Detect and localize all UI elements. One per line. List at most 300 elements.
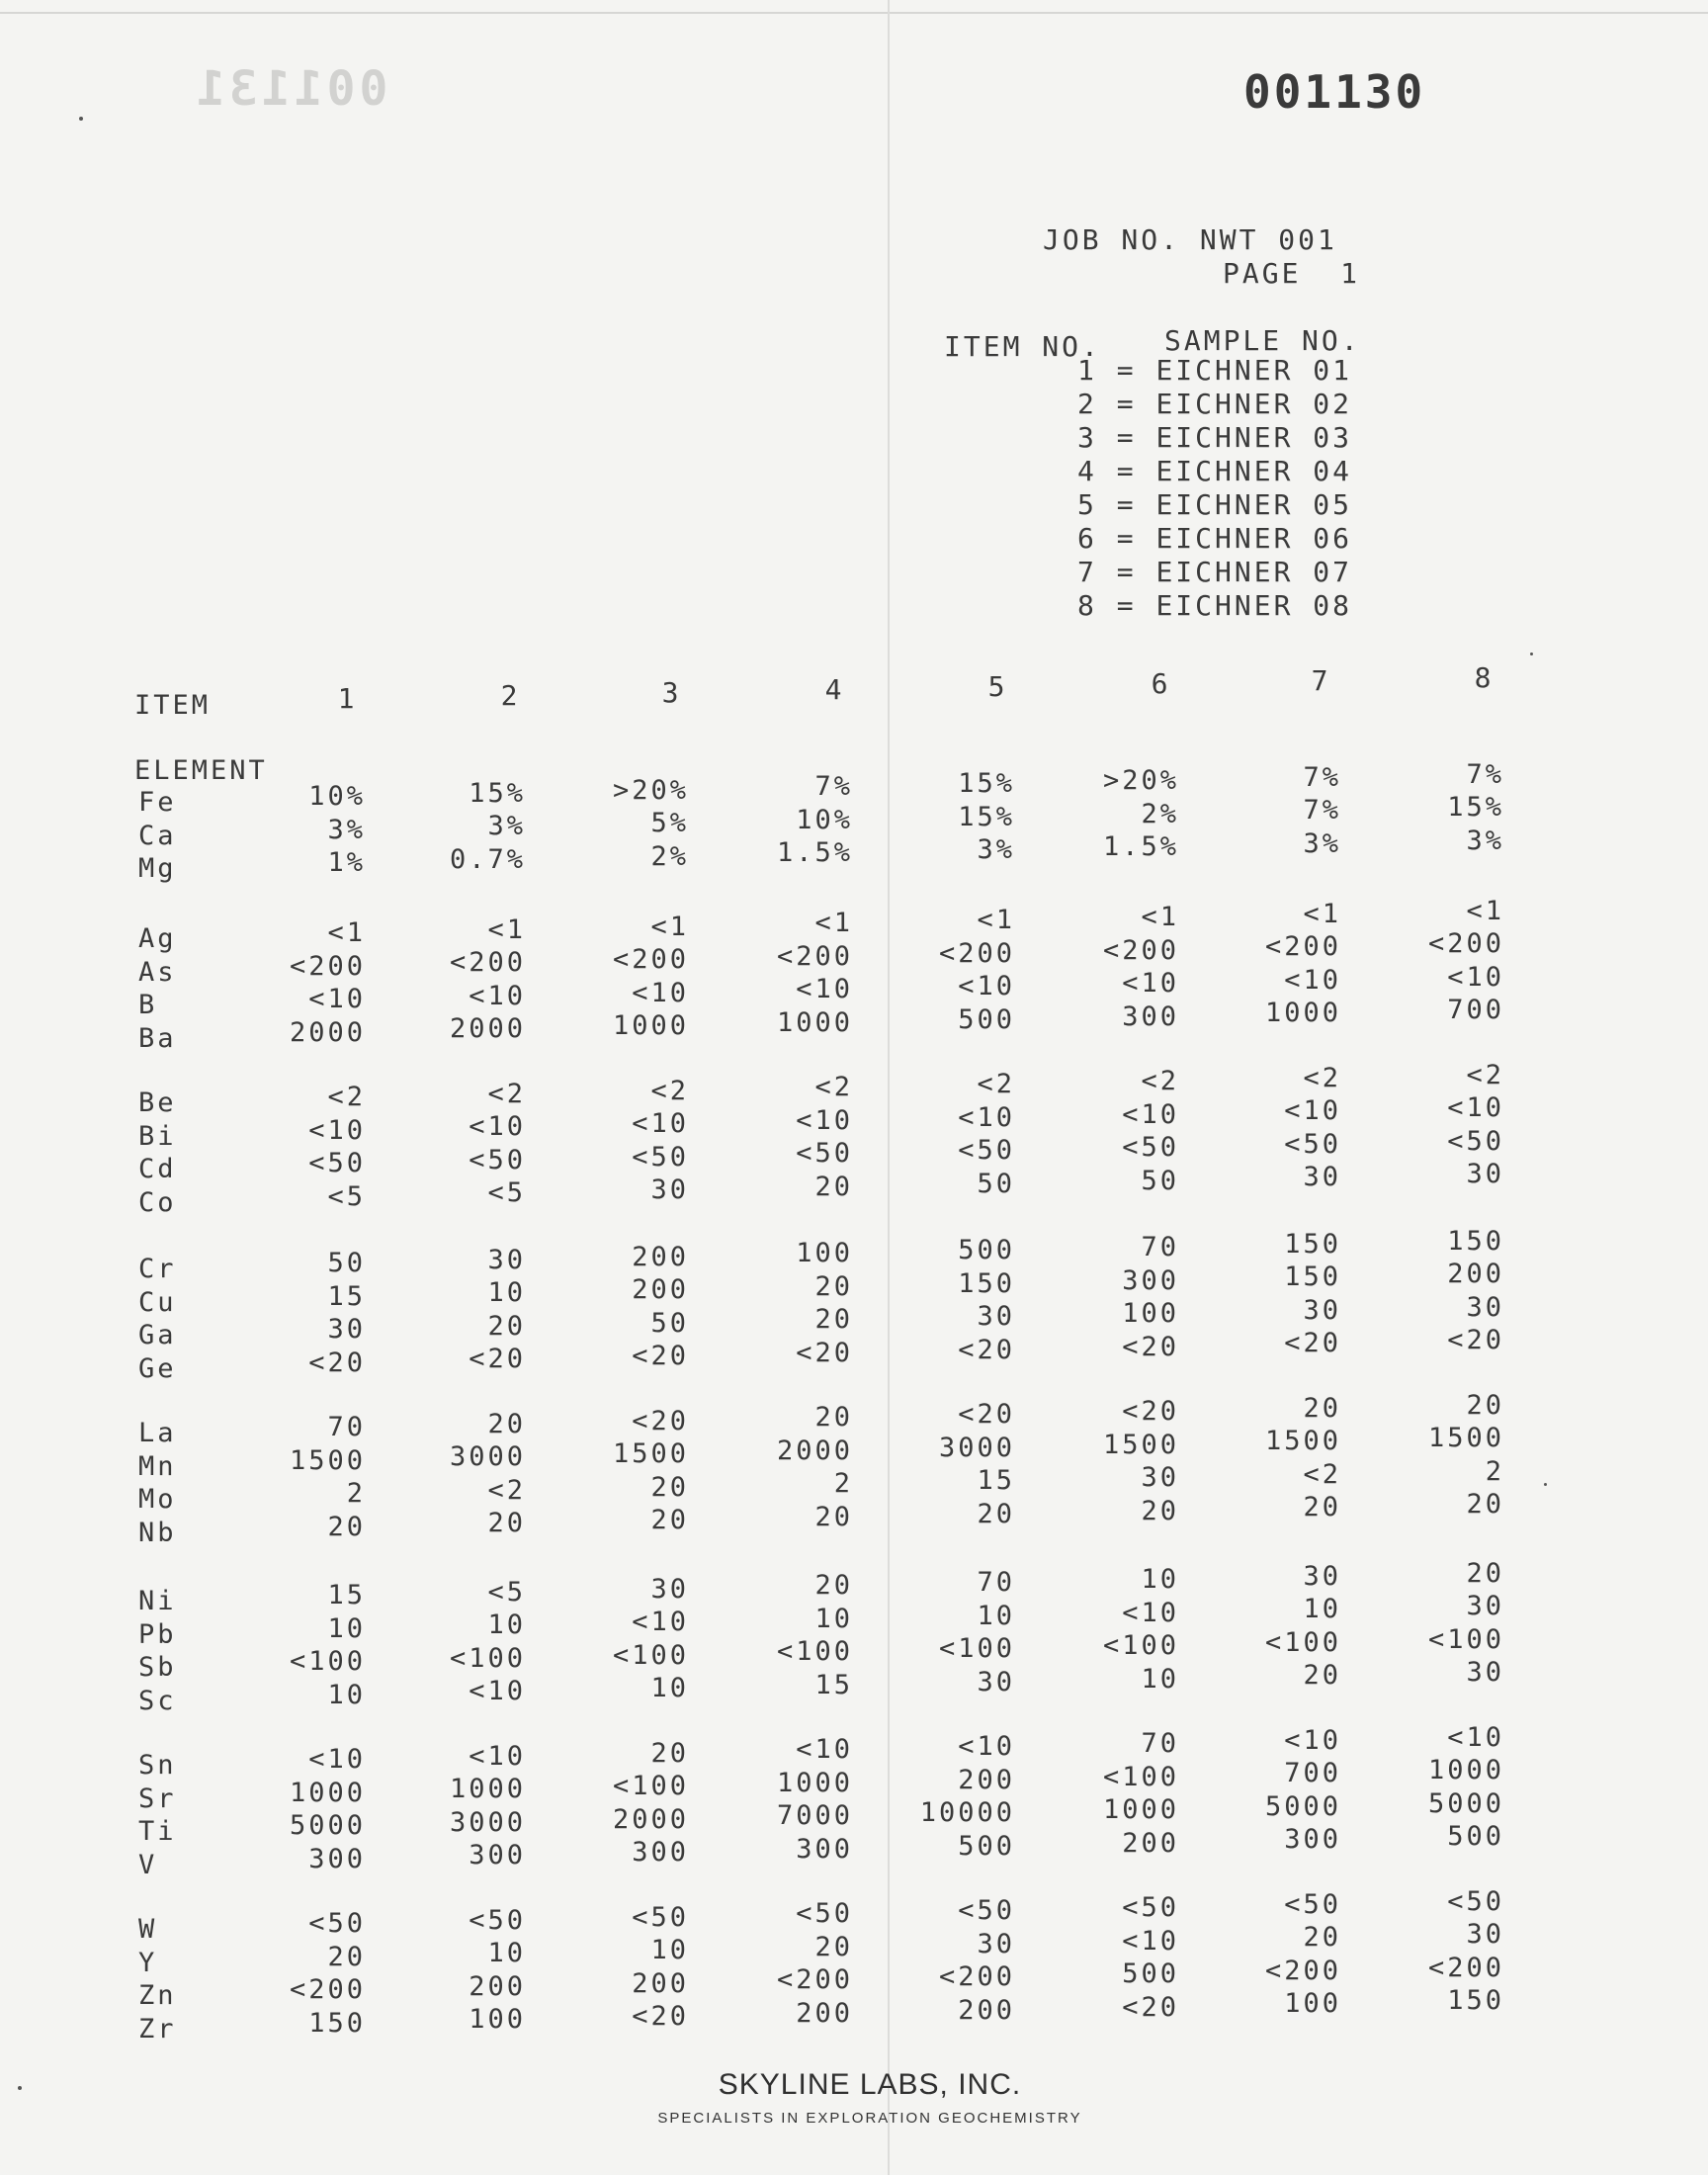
legend-row	[1077, 589, 1352, 622]
table-cell: 10	[977, 1600, 1015, 1631]
table-cell: 150	[1284, 1228, 1341, 1260]
table-cell: <10	[632, 1607, 689, 1638]
table-cell: 300	[632, 1837, 689, 1869]
table-cell: <10	[1447, 1092, 1504, 1124]
table-cell: <100	[776, 1636, 853, 1668]
table-cell: 3%	[1303, 827, 1341, 859]
table-cell: 20	[814, 1270, 853, 1302]
table-cell: <20	[958, 1399, 1015, 1431]
element-symbol: Ti	[138, 1816, 177, 1847]
table-cell: <10	[1447, 961, 1504, 993]
table-cell: 20	[327, 1511, 366, 1542]
element-symbol: Cd	[138, 1154, 177, 1184]
legend-equals: =	[1096, 354, 1156, 387]
table-cell: <10	[1122, 1925, 1179, 1957]
table-cell: 10	[814, 1603, 853, 1634]
page-number: PAGE 1	[1223, 257, 1361, 290]
table-cell: 20	[1303, 1392, 1341, 1424]
element-symbol: Bi	[138, 1120, 177, 1152]
column-header: 6	[1151, 667, 1168, 700]
table-cell: 20	[814, 1402, 853, 1434]
table-cell: <10	[796, 1104, 853, 1136]
table-cell: <20	[632, 2001, 689, 2033]
table-cell: 500	[958, 1003, 1015, 1035]
table-cell: <2	[487, 1474, 526, 1506]
element-symbol: Be	[138, 1088, 177, 1118]
legend-row	[1077, 354, 1352, 387]
table-cell: 70	[1141, 1232, 1179, 1262]
company-tagline: SPECIALISTS IN EXPLORATION GEOCHEMISTRY	[657, 2110, 1082, 2127]
table-cell: 200	[958, 1994, 1015, 2026]
table-cell: 20	[1303, 1492, 1341, 1523]
table-cell: <20	[469, 1344, 526, 1375]
table-cell: 20	[650, 1505, 689, 1536]
table-cell: 15	[814, 1669, 853, 1700]
table-cell: 30	[1466, 1591, 1504, 1622]
table-cell: 1000	[776, 1767, 853, 1798]
table-cell: <20	[1122, 1331, 1179, 1362]
table-cell: 10%	[796, 804, 853, 835]
table-cell: 3%	[487, 811, 526, 842]
table-cell: 15	[327, 1580, 366, 1610]
table-cell: <1	[487, 914, 526, 945]
table-cell: 10	[650, 1935, 689, 1966]
legend-equals: =	[1096, 522, 1156, 555]
element-symbol: B	[138, 990, 158, 1020]
legend-equals: =	[1096, 421, 1156, 454]
table-cell: 3%	[1466, 825, 1504, 856]
element-symbol: V	[138, 1849, 158, 1880]
table-cell: <50	[1447, 1885, 1504, 1917]
table-cell: 20	[814, 1171, 853, 1202]
table-cell: <50	[469, 1904, 526, 1936]
table-cell: 20	[1466, 1389, 1504, 1421]
table-cell: <100	[612, 1639, 689, 1671]
legend-item-number: 6	[1077, 522, 1097, 555]
table-cell: <10	[632, 1108, 689, 1140]
table-cell: <20	[308, 1347, 366, 1378]
table-cell: <2	[1303, 1062, 1341, 1093]
table-cell: <100	[1264, 1626, 1341, 1658]
legend-sample-name: EICHNER 03	[1155, 421, 1353, 454]
table-cell: 10	[327, 1612, 366, 1644]
table-cell: 30	[1141, 1462, 1179, 1493]
element-symbol: La	[138, 1418, 177, 1448]
table-cell: 10	[1141, 1564, 1179, 1595]
table-cell: 30	[650, 1174, 689, 1206]
table-cell: <100	[1102, 1630, 1179, 1661]
table-cell: 30	[977, 1301, 1015, 1333]
column-header: 5	[987, 670, 1005, 703]
legend-sample-name: EICHNER 01	[1155, 354, 1353, 387]
table-cell: 2	[346, 1478, 366, 1509]
table-cell: <200	[1264, 931, 1341, 963]
table-cell: 1500	[1102, 1429, 1179, 1460]
legend-sample-name: EICHNER 08	[1155, 589, 1353, 622]
legend-equals: =	[1096, 455, 1156, 487]
table-cell: <2	[1466, 1059, 1504, 1090]
table-cell: 200	[1122, 1827, 1179, 1859]
table-cell: 100	[1122, 1298, 1179, 1329]
legend-item-number: 8	[1077, 589, 1097, 622]
table-cell: 3%	[977, 834, 1015, 866]
table-cell: <50	[1122, 1892, 1179, 1923]
element-symbol: Ga	[138, 1320, 177, 1350]
table-cell: <50	[958, 1895, 1015, 1927]
table-cell: 5000	[1427, 1787, 1504, 1819]
table-cell: 50	[1141, 1165, 1179, 1196]
table-cell: <50	[469, 1144, 526, 1175]
table-cell: <50	[632, 1901, 689, 1933]
table-cell: <10	[1122, 1597, 1179, 1628]
table-cell: 1000	[289, 1777, 366, 1808]
table-cell: 3000	[449, 1441, 526, 1473]
element-label: ELEMENT	[134, 755, 268, 786]
legend-item-number: 2	[1077, 388, 1097, 420]
table-cell: 20	[1141, 1495, 1179, 1526]
table-cell: <10	[1284, 964, 1341, 996]
table-cell: 15	[327, 1280, 366, 1312]
table-cell: 30	[1303, 1560, 1341, 1592]
table-cell: 50	[977, 1168, 1015, 1199]
table-cell: 500	[958, 1235, 1015, 1266]
table-cell: 1000	[449, 1774, 526, 1805]
legend-sample-name: EICHNER 07	[1155, 556, 1353, 588]
table-cell: 30	[1466, 1919, 1504, 1951]
table-cell: 30	[977, 1666, 1015, 1697]
table-cell: 5000	[1264, 1790, 1341, 1822]
table-cell: <10	[1447, 1721, 1504, 1753]
table-cell: <20	[1447, 1325, 1504, 1356]
paper-speck	[18, 2086, 22, 2090]
table-cell: 2000	[612, 1803, 689, 1835]
table-cell: <1	[327, 917, 366, 948]
table-cell: 30	[650, 1573, 689, 1605]
table-cell: <100	[938, 1633, 1015, 1665]
table-cell: 150	[1447, 1225, 1504, 1257]
table-cell: <200	[1264, 1955, 1341, 1986]
table-cell: <10	[469, 1111, 526, 1143]
table-cell: 500	[958, 1830, 1015, 1862]
table-cell: 30	[1303, 1162, 1341, 1193]
table-cell: <200	[289, 950, 366, 982]
table-cell: 10	[487, 1277, 526, 1309]
table-cell: 70	[327, 1412, 366, 1442]
table-cell: <100	[289, 1646, 366, 1677]
table-cell: <20	[632, 1405, 689, 1436]
table-cell: 10	[650, 1673, 689, 1704]
legend-row	[1077, 388, 1352, 420]
table-cell: 7000	[776, 1800, 853, 1832]
table-cell: 200	[958, 1764, 1015, 1795]
table-cell: 1.5%	[776, 837, 853, 869]
table-cell: 10	[487, 1938, 526, 1969]
legend-item-number: 7	[1077, 556, 1097, 588]
table-cell: 30	[1466, 1657, 1504, 1689]
table-cell: 2%	[1141, 798, 1179, 829]
table-cell: 20	[814, 1570, 853, 1602]
table-cell: <50	[1284, 1888, 1341, 1920]
table-cell: <200	[938, 1961, 1015, 1993]
table-cell: 7%	[814, 771, 853, 803]
element-symbol: Cr	[138, 1254, 177, 1284]
table-cell: >20%	[612, 774, 689, 806]
table-cell: 500	[1447, 1821, 1504, 1853]
legend-item-number: 4	[1077, 455, 1097, 487]
table-cell: <10	[796, 1734, 853, 1766]
company-name: SKYLINE LABS, INC.	[718, 2068, 1022, 2101]
column-header: 3	[661, 676, 679, 709]
table-cell: 300	[1122, 1264, 1179, 1296]
bleed-through-number: 001131	[193, 61, 388, 117]
column-header: 7	[1311, 664, 1328, 697]
table-cell: <1	[1303, 898, 1341, 929]
table-cell: 30	[1466, 1159, 1504, 1190]
paper-speck	[79, 117, 83, 121]
table-cell: 15%	[469, 777, 526, 809]
table-cell: 100	[469, 2004, 526, 2036]
legend-item-number: 3	[1077, 421, 1097, 454]
table-cell: 1.5%	[1102, 831, 1179, 862]
element-symbol: Cu	[138, 1286, 177, 1318]
element-symbol: Zn	[138, 1980, 177, 2011]
table-cell: 1000	[776, 1006, 853, 1038]
element-symbol: Sn	[138, 1750, 177, 1781]
element-symbol: As	[138, 956, 177, 988]
table-cell: <200	[449, 947, 526, 979]
table-cell: 1000	[1102, 1794, 1179, 1825]
table-cell: <10	[632, 977, 689, 1008]
element-symbol: Fe	[138, 787, 177, 818]
table-cell: <2	[487, 1078, 526, 1109]
table-cell: <10	[469, 1676, 526, 1707]
legend-equals: =	[1096, 488, 1156, 521]
table-cell: <5	[487, 1177, 526, 1209]
element-symbol: Ni	[138, 1586, 177, 1616]
table-cell: 200	[632, 1241, 689, 1272]
document-number: 001130	[1243, 65, 1426, 119]
legend-sample-header: SAMPLE NO.	[1164, 324, 1361, 357]
table-cell: <200	[1427, 1952, 1504, 1983]
table-cell: <50	[958, 1135, 1015, 1167]
table-cell: <2	[977, 1069, 1015, 1100]
table-cell: 2000	[289, 1016, 366, 1048]
legend-equals: =	[1096, 388, 1156, 420]
table-cell: 150	[1447, 1985, 1504, 2017]
element-symbol: Sr	[138, 1783, 177, 1814]
element-symbol: W	[138, 1914, 158, 1945]
table-cell: <10	[796, 974, 853, 1005]
table-cell: <200	[938, 937, 1015, 969]
table-cell: <20	[1284, 1328, 1341, 1359]
table-cell: 200	[796, 1997, 853, 2029]
table-cell: 30	[1303, 1294, 1341, 1326]
table-cell: 20	[814, 1304, 853, 1336]
table-cell: 20	[1466, 1557, 1504, 1589]
table-cell: <50	[796, 1898, 853, 1930]
table-cell: 150	[308, 2007, 366, 2039]
column-header: 2	[500, 679, 518, 712]
legend-equals: =	[1096, 556, 1156, 588]
legend-item-header: ITEM NO.	[944, 330, 1101, 363]
table-cell: 20	[327, 1941, 366, 1972]
table-cell: 70	[977, 1567, 1015, 1599]
table-cell: 100	[1284, 1988, 1341, 2020]
legend-row	[1077, 421, 1352, 454]
legend-row	[1077, 455, 1352, 487]
table-cell: 70	[1141, 1728, 1179, 1759]
table-cell: <2	[327, 1082, 366, 1112]
table-cell: <1	[1466, 895, 1504, 926]
table-cell: <1	[650, 911, 689, 942]
table-cell: 2	[1485, 1455, 1504, 1487]
table-cell: 10%	[308, 781, 366, 812]
table-cell: <50	[1284, 1128, 1341, 1160]
table-cell: 15	[977, 1465, 1015, 1497]
table-cell: <10	[958, 1731, 1015, 1763]
table-cell: 30	[487, 1244, 526, 1275]
legend-sample-name: EICHNER 05	[1155, 488, 1353, 521]
table-cell: <10	[1284, 1724, 1341, 1756]
table-cell: 50	[650, 1307, 689, 1339]
column-header: 1	[337, 682, 355, 715]
table-cell: <10	[1284, 1095, 1341, 1127]
element-symbol: Co	[138, 1186, 177, 1218]
table-cell: <10	[1122, 968, 1179, 999]
table-cell: 1500	[1264, 1426, 1341, 1457]
element-symbol: Ag	[138, 923, 177, 954]
column-header: 4	[824, 673, 842, 706]
table-cell: <100	[1427, 1623, 1504, 1655]
element-symbol: Ge	[138, 1352, 177, 1384]
table-cell: <2	[1303, 1458, 1341, 1490]
table-cell: 150	[958, 1267, 1015, 1299]
table-cell: 0.7%	[449, 843, 526, 875]
table-cell: 300	[1122, 1000, 1179, 1032]
table-cell: >20%	[1102, 765, 1179, 796]
table-cell: 300	[1284, 1824, 1341, 1856]
table-cell: <200	[1427, 928, 1504, 960]
element-symbol: Y	[138, 1947, 158, 1978]
table-cell: <10	[958, 1101, 1015, 1133]
table-cell: 15%	[958, 768, 1015, 800]
legend-sample-name: EICHNER 02	[1155, 388, 1353, 420]
table-cell: <50	[308, 1148, 366, 1178]
table-cell: 30	[327, 1314, 366, 1345]
table-cell: 15%	[958, 801, 1015, 832]
element-symbol: Sc	[138, 1685, 177, 1716]
table-cell: 7%	[1303, 761, 1341, 793]
table-cell: <1	[814, 908, 853, 939]
item-label: ITEM	[134, 690, 212, 721]
table-cell: <10	[469, 980, 526, 1011]
table-cell: 20	[650, 1737, 689, 1769]
table-cell: 7%	[1466, 758, 1504, 790]
table-cell: <100	[1102, 1761, 1179, 1792]
table-cell: 30	[1466, 1291, 1504, 1323]
table-cell: <20	[1122, 1991, 1179, 2023]
table-cell: 200	[469, 1970, 526, 2002]
table-cell: <2	[1141, 1066, 1179, 1096]
legend-sample-name: EICHNER 06	[1155, 522, 1353, 555]
element-symbol: Zr	[138, 2013, 177, 2044]
table-cell: <100	[612, 1771, 689, 1802]
table-cell: 5000	[289, 1810, 366, 1841]
table-cell: 200	[632, 1967, 689, 1999]
table-cell: <1	[977, 905, 1015, 936]
table-cell: <200	[289, 1974, 366, 2005]
table-cell: <2	[650, 1075, 689, 1106]
table-cell: 10	[1303, 1594, 1341, 1625]
table-cell: 10	[487, 1610, 526, 1641]
table-cell: 700	[1447, 995, 1504, 1026]
table-cell: <20	[1122, 1396, 1179, 1427]
column-header: 8	[1474, 661, 1492, 694]
table-cell: <10	[308, 1744, 366, 1775]
table-cell: 300	[308, 1843, 366, 1874]
table-cell: <10	[958, 971, 1015, 1002]
table-cell: <20	[796, 1337, 853, 1368]
table-cell: 2%	[650, 840, 689, 872]
legend-row	[1077, 556, 1352, 588]
table-cell: <50	[632, 1141, 689, 1173]
table-cell: 20	[487, 1508, 526, 1539]
legend-row	[1077, 488, 1352, 521]
element-symbol: Ca	[138, 820, 177, 851]
table-cell: 200	[632, 1274, 689, 1306]
table-cell: 10	[1141, 1663, 1179, 1695]
table-cell: <10	[1122, 1098, 1179, 1130]
table-cell: <10	[308, 984, 366, 1014]
table-cell: <200	[776, 1964, 853, 1996]
table-cell: <50	[1447, 1125, 1504, 1157]
table-cell: 150	[1284, 1262, 1341, 1293]
table-cell: <10	[308, 1114, 366, 1146]
table-cell: 7%	[1303, 795, 1341, 826]
table-cell: 100	[796, 1238, 853, 1269]
legend-row	[1077, 522, 1352, 555]
table-cell: <20	[958, 1334, 1015, 1365]
table-cell: 1500	[289, 1444, 366, 1476]
legend-equals: =	[1096, 589, 1156, 622]
table-cell: 10	[327, 1679, 366, 1710]
table-cell: 2	[833, 1468, 853, 1500]
legend-item-number: 1	[1077, 354, 1097, 387]
table-cell: <200	[612, 944, 689, 976]
element-symbol: Mn	[138, 1450, 177, 1482]
table-cell: 20	[1303, 1922, 1341, 1954]
table-cell: 300	[796, 1833, 853, 1865]
paper-speck	[1530, 652, 1533, 655]
table-cell: <5	[327, 1180, 366, 1212]
table-cell: 1000	[612, 1010, 689, 1042]
table-cell: 2000	[449, 1013, 526, 1045]
table-cell: <200	[1102, 934, 1179, 966]
element-symbol: Sb	[138, 1652, 177, 1683]
table-cell: 1500	[1427, 1423, 1504, 1454]
element-symbol: Pb	[138, 1618, 177, 1650]
table-cell: 20	[814, 1931, 853, 1962]
table-cell: 200	[1447, 1259, 1504, 1290]
table-cell: <2	[814, 1072, 853, 1103]
table-cell: 20	[650, 1471, 689, 1503]
table-cell: 5%	[650, 808, 689, 839]
table-cell: <50	[796, 1138, 853, 1170]
table-cell: 3%	[327, 814, 366, 845]
table-cell: <200	[776, 940, 853, 972]
legend-sample-name: EICHNER 04	[1155, 455, 1353, 487]
table-cell: 10000	[919, 1797, 1015, 1829]
